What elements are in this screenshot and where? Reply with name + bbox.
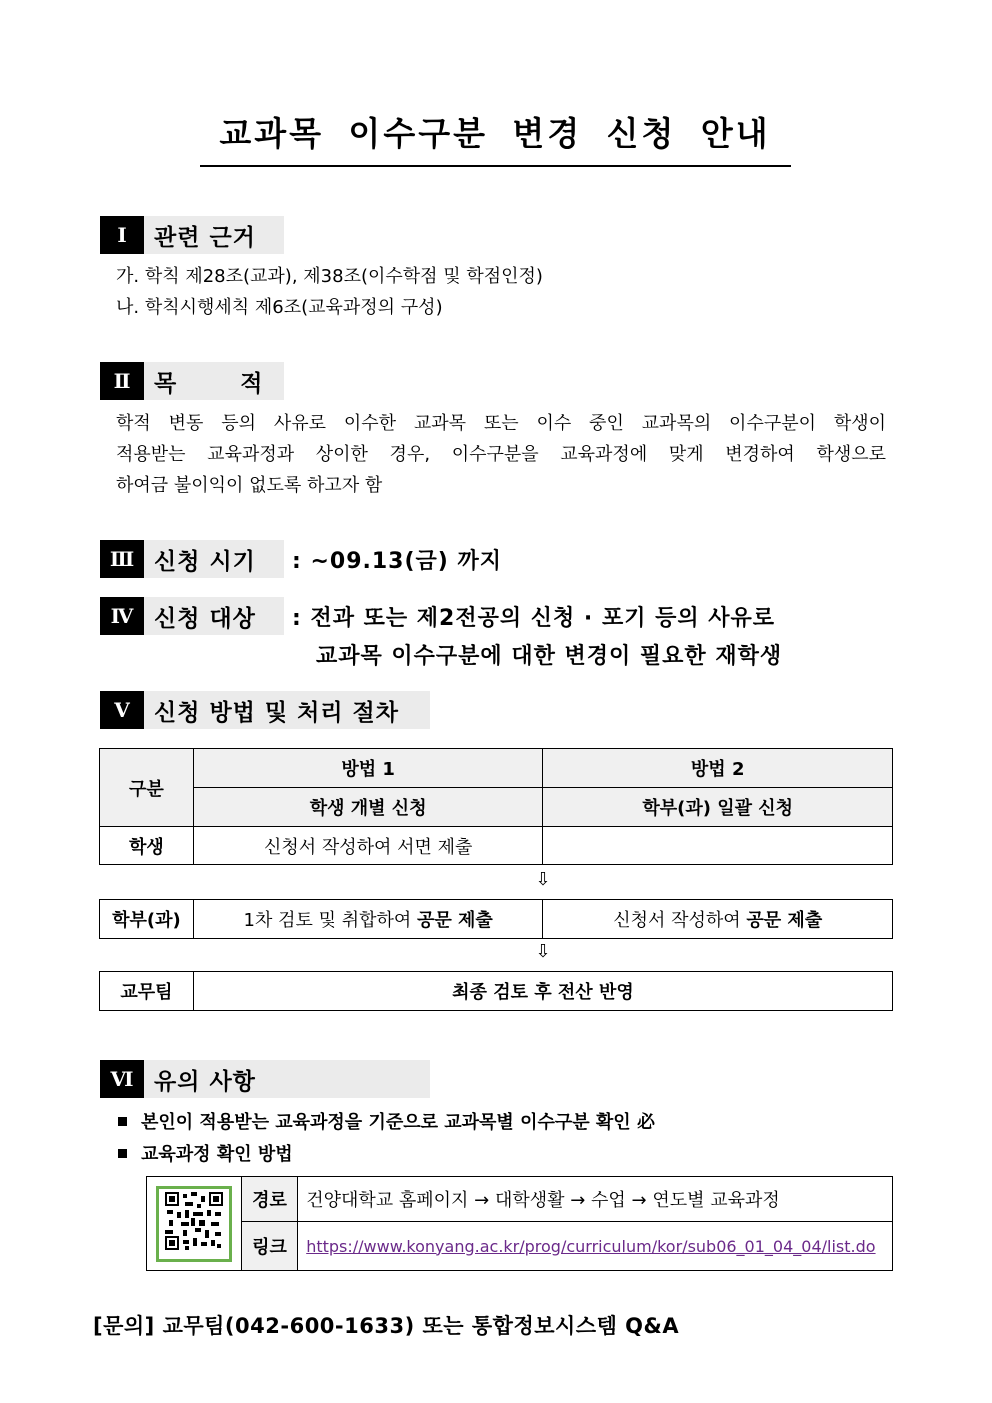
process-table: [99, 748, 893, 865]
section-number: Ⅵ: [100, 1060, 144, 1098]
title-underline: [200, 165, 791, 167]
bullet-square-icon: [118, 1149, 127, 1158]
note-text: 교육과정 확인 방법: [141, 1144, 293, 1165]
header-method-1-sub: 학생 개별 신청: [193, 788, 543, 827]
section-3-header: [100, 540, 284, 578]
section-4-header: [100, 597, 284, 635]
qr-cell: [147, 1177, 242, 1271]
header-method-2-sub: 학부(과) 일괄 신청: [543, 788, 893, 827]
section-5-header: [100, 691, 430, 729]
section-label: 신청 시기: [144, 540, 284, 578]
office-action: 최종 검토 후 전산 반영: [193, 972, 892, 1011]
purpose-line: 하여금 불이익이 없도록 하고자 함: [116, 475, 383, 496]
link-cell: [298, 1222, 893, 1271]
process-table-dept: [99, 899, 893, 939]
application-target-line1: : 전과 또는 제2전공의 신청 · 포기 등의 사유로: [292, 606, 776, 631]
application-target-line2: 교과목 이수구분에 대한 변경이 필요한 재학생: [316, 644, 783, 669]
header-category: 구분: [100, 749, 194, 827]
header-method-1: 방법 1: [193, 749, 543, 788]
note-text: 본인이 적용받는 교육과정을 기준으로 교과목별 이수구분 확인 必: [141, 1112, 655, 1133]
basis-item: 나. 학칙시행세칙 제6조(교육과정의 구성): [116, 297, 443, 318]
section-1-header: [100, 216, 284, 254]
qr-code-graphic: [165, 1192, 223, 1250]
bullet-square-icon: [118, 1117, 127, 1126]
dept-method-2-text: 신청서 작성하여: [613, 910, 747, 931]
dept-method-1: [193, 900, 543, 939]
section-label: 유의 사항: [144, 1060, 430, 1098]
note-item: [118, 1108, 655, 1134]
section-6-header: [100, 1060, 430, 1098]
qr-code-icon[interactable]: [156, 1186, 232, 1262]
link-label: 링크: [241, 1222, 297, 1271]
curriculum-link[interactable]: https://www.konyang.ac.kr/prog/curriculum/kor/sub06_01_04_04/list.do: [306, 1236, 876, 1256]
dept-method-1-bold: 공문 제출: [416, 910, 493, 931]
process-table-office: [99, 971, 893, 1011]
application-period: : ~09.13(금) 까지: [292, 549, 503, 574]
dept-method-2-bold: 공문 제출: [746, 910, 823, 931]
curriculum-info-table: [146, 1176, 893, 1271]
section-label: 목 적: [144, 362, 284, 400]
down-arrow-icon: ⇩: [535, 869, 551, 890]
note-item: [118, 1140, 293, 1166]
dept-method-1-text: 1차 검토 및 취합하여: [243, 910, 417, 931]
row-label-dept: 학부(과): [100, 900, 194, 939]
down-arrow-icon: ⇩: [535, 941, 551, 962]
section-number: Ⅴ: [100, 691, 144, 729]
purpose-text: [116, 408, 886, 501]
section-label: 신청 대상: [144, 597, 284, 635]
page-title: 교과목 이수구분 변경 신청 안내: [219, 114, 771, 153]
row-label-student: 학생: [100, 827, 194, 865]
header-method-2: 방법 2: [543, 749, 893, 788]
section-number: Ⅲ: [100, 540, 144, 578]
student-method-1: 신청서 작성하여 서면 제출: [193, 827, 543, 865]
row-label-office: 교무팀: [100, 972, 194, 1011]
section-2-header: [100, 362, 284, 400]
section-number: Ⅳ: [100, 597, 144, 635]
dept-method-2: [543, 900, 893, 939]
contact-info: [문의] 교무팀(042-600-1633) 또는 통합정보시스템 Q&A: [93, 1314, 680, 1338]
route-label: 경로: [241, 1177, 297, 1222]
basis-item: 가. 학칙 제28조(교과), 제38조(이수학점 및 학점인정): [116, 266, 543, 287]
purpose-line: 적용받는 교육과정과 상이한 경우, 이수구분을 교육과정에 맞게 변경하여 학생으로: [116, 444, 886, 465]
section-number: Ⅱ: [100, 362, 144, 400]
section-number: Ⅰ: [100, 216, 144, 254]
student-method-2: [543, 827, 893, 865]
basis-list: [116, 261, 543, 323]
section-label: 신청 방법 및 처리 절차: [144, 691, 430, 729]
section-label: 관련 근거: [144, 216, 284, 254]
purpose-line: 학적 변동 등의 사유로 이수한 교과목 또는 이수 중인 교과목의 이수구분이 학생이: [116, 413, 886, 434]
route-value: 건양대학교 홈페이지 → 대학생활 → 수업 → 연도별 교육과정: [298, 1177, 893, 1222]
